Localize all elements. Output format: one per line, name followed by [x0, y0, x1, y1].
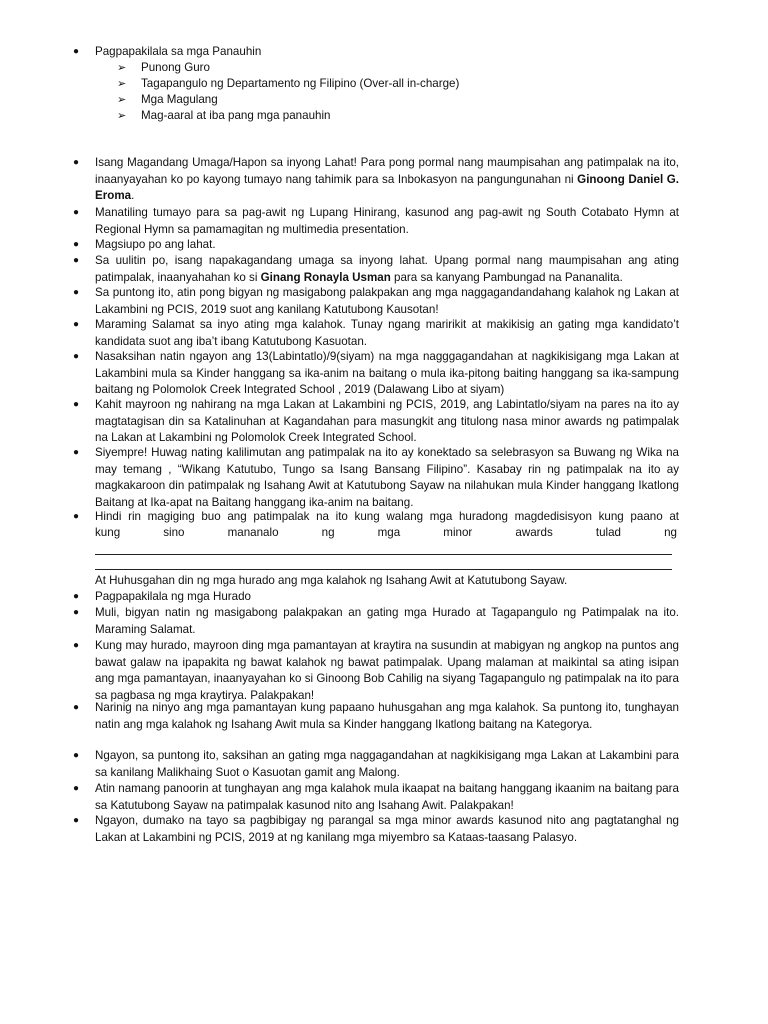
arrow-bullet-icon: ➢ [117, 62, 127, 74]
paragraph-10-after: At Huhusgahan din ng mga hurado ang mga kalahok ng Isahang Awit at Katutubong Sayaw. [95, 574, 568, 587]
bullet-icon: ● [73, 702, 80, 713]
bullet-icon: ● [73, 399, 80, 410]
arrow-bullet-icon: ➢ [117, 78, 127, 90]
arrow-bullet-icon: ➢ [117, 94, 127, 106]
bullet-icon: ● [73, 640, 80, 651]
paragraph-10-line2: kung sino mananalo ng mga minor awards tulad ng [95, 526, 677, 539]
bullet-icon: ● [73, 351, 80, 362]
bullet-icon: ● [73, 591, 80, 602]
intro-title: Pagpapakilala sa mga Panauhin [95, 45, 262, 58]
bullet-icon: ● [73, 239, 80, 250]
bullet-icon: ● [73, 815, 80, 826]
bullet-icon: ● [73, 46, 80, 57]
name-bold: Ginoong Daniel G. Eroma [95, 172, 679, 202]
bullet-icon: ● [73, 447, 80, 458]
bullet-icon: ● [73, 287, 80, 298]
document-page: ● Pagpapakilala sa mga Panauhin ➢ Punong Guro ➢ Tagapangulo ng Departamento ng Filipino (Over-all in-charge) ➢ Mga Magulang ➢ Mag-aaral at iba pang mga panauhin ● Isang Magandang Umaga/Hapon sa inyong Lahat! Para pong pormal nang maumpisahan ang patimpalak na ito, inaanyayahan ko po kayong tumayo nang tahimik para sa Inbokasyon na pangungunahan ni Ginoong Daniel G. Eroma. ● Manatiling tumayo para sa pag-awit ng Lupang Hinirang, kasunod ang pag-awit ng South Cotabato Hymn at Regional Hymn sa pamamagitan ng multimedia presentation. ● Magsiupo po ang lahat. ● Sa uulitin po, isang napakagandang umaga sa inyong lahat. Upang pormal nang maumpisahan ang ating patimpalak, inaanyahahan ko si Ginang Ronayla Usman para sa kanyang Pambungad na Pananalita. ● Sa puntong ito, atin pong bigyan ng masigabong palakpakan ang mga naggagandandahang kalahok ng Lakan at Lakambini ng PCIS, 2019 suot ang kanilang Katutubong Kausotan! ● Maraming Salamat sa inyo ating mga kalahok. Tunay ngang maririkit at makikisig an gating mga kandidato’t kandidata suot ang iba’t ibang Katutubong Kasuotan. ● Nasaksihan natin ngayon ang 13(Labintatlo)/9(siyam) na mga nagggagandahan at nagkikisigang mga Lakan at Lakambini mula sa Kinder hanggang sa ika-anim na baitang o mula ika-pitong baiting hanggang sa ika-sampung baitang ng Polomolok Creek Integrated School , 2019 (Dalawang Libo at siyam) ● Kahit mayroon ng nahirang na mga Lakan at Lakambini ng PCIS, 2019, ang Labintatlo/siyam na pares na ito ay magtatagisan din sa Katalinuhan at Kagandahan para masungkit ang titulong nasa minor awards ng patimpalak na Lakan at Lakambini ng Polomolok Creek Integrated School. ● Siyempre! Huwag nating kalilimutan ang patimpalak na ito ay konektado sa selebrasyon sa Buwang ng Wika na may temang , “Wikang Katutubo, Tungo sa Isang Bansang Filipino”. Kasabay rin ng patimpalak na ito ay magkakaroon din patimpalak ng Isahang Awit at Katutubong Sayaw na nilahukan mula Kinder hanggang Ikatlong Baitang at Ika-apat na Baitang hanggang ika-anim na baitang. ● Hindi rin magiging buo ang patimpalak na ito kung walang mga huradong magdedisisyon kung paano at kung sino mananalo ng mga minor awards tulad ng At Huhusgahan din ng mga hurado ang mga kalahok ng Isahang Awit at Katutubong Sayaw. ● Pagpapakilala ng mga Hurado ● Muli, bigyan natin ng masigabong palakpakan an gating mga Hurado at Tagapangulo ng Patimpalak na ito. Maraming Salamat. ● Kung may hurado, mayroon ding mga pamantayan at kraytira na susundin at mabigyan ng angkop na puntos ang bawat galaw na ipapakita ng bawat kalahok ng bawat patimpalak. Upang malaman at maikintal sa ating isipan ang mga pamantayan, inaanyayahan ko si Ginoong Bob Cahilig na siyang Tagapangulo ng patimpalak na ito para sa pagbasa ng mga kraytirya. Palakpakan! ● Narinig na ninyo ang mga pamantayan kung papaano huhusgahan ang mga kalahok. Sa puntong ito, tunghayan natin ang mga kalahok ng Isahang Awit mula sa Kinder hanggang Ikatlong baitang na Kategorya. ● Ngayon, sa puntong ito, saksihan an gating mga naggagandahan at nagkikisigang mga Lakan at Lakambini para sa kanilang Malikhaing Suot o Kasuotan gamit ang Malong. ● Atin namang panoorin at tunghayan ang mga kalahok mula ikaapat na baitang hanggang ikaanim na baitang para sa Katutubong Sayaw na patimpalak kasunod nito ang Isahang Awit. Palakpakan! ● Ngayon, dumako na tayo sa pagbibigay ng parangal sa mga minor awards kasunod nito ang pagtatanghal ng Lakan at Lakambini ng PCIS, 2019 at ng kanilang mga miyembro sa Kataas-taasang Palasyo. [73, 45, 679, 844]
bullet-icon: ● [73, 607, 80, 618]
bullet-icon: ● [73, 207, 80, 218]
name-bold: Ginang Ronayla Usman [260, 270, 391, 284]
blank-fill-line [95, 569, 672, 570]
bullet-icon: ● [73, 157, 80, 168]
blank-fill-line [95, 554, 672, 555]
bullet-icon: ● [73, 319, 80, 330]
arrow-bullet-icon: ➢ [117, 110, 127, 122]
bullet-icon: ● [73, 255, 80, 266]
bullet-icon: ● [73, 750, 80, 761]
bullet-icon: ● [73, 511, 80, 522]
bullet-icon: ● [73, 783, 80, 794]
